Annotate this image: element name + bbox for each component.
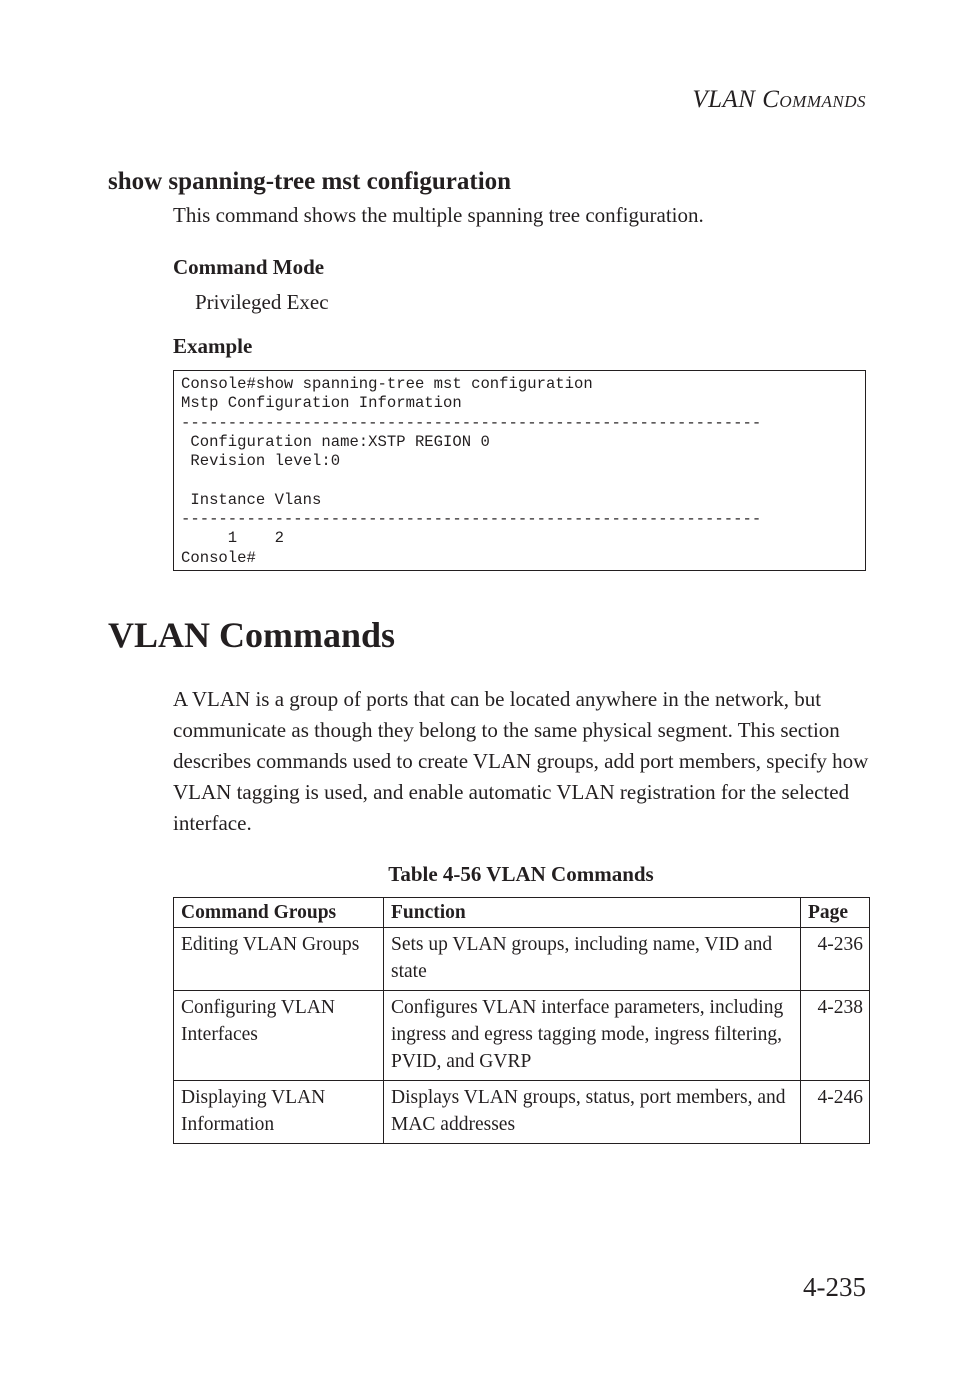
vlan-commands-table <box>173 897 870 1144</box>
header-page: Page <box>801 898 870 928</box>
example-label: Example <box>173 334 253 358</box>
command-description: This command shows the multiple spanning tree configuration. <box>173 203 704 227</box>
example-code: Console#show spanning-tree mst configuration Mstp Configuration Information -------------------------------------------------------------- Configuration name:XSTP REGION 0 Revision level:0 Instance Vlans -------------------------------------------------------------- 1 2 Console# <box>181 375 762 567</box>
cell-function: Displays VLAN groups, status, port members, and MAC addresses <box>384 1081 801 1144</box>
cell-command-group: Editing VLAN Groups <box>174 928 384 991</box>
table-caption: Table 4-56 VLAN Commands <box>388 862 654 886</box>
cell-page: 4-246 <box>801 1081 870 1144</box>
running-header-smallcaps: OMMANDS <box>779 92 866 111</box>
command-mode-value: Privileged Exec <box>195 290 329 314</box>
header-command-groups: Command Groups <box>174 898 384 928</box>
page-number: 4-235 <box>803 1272 866 1302</box>
cell-command-group: Displaying VLAN Information <box>174 1081 384 1144</box>
cell-command-group: Configuring VLAN Interfaces <box>174 991 384 1081</box>
table-row <box>174 991 870 1081</box>
command-title: show spanning-tree mst configuration <box>108 168 512 195</box>
example-code-box <box>173 370 866 571</box>
table-header-row <box>174 898 870 928</box>
running-header <box>692 86 866 114</box>
cell-page: 4-238 <box>801 991 870 1081</box>
table-row <box>174 1081 870 1144</box>
vlan-intro-paragraph: A VLAN is a group of ports that can be located anywhere in the network, but communicate as though they belong to the same physical segment. This section describes commands used to create VLAN groups, add port members, specify how VLAN tagging is used, and enable automatic VLAN registration for the selected interface. <box>173 687 869 835</box>
command-mode-label: Command Mode <box>173 255 325 279</box>
running-header-main: VLAN C <box>692 86 780 113</box>
cell-function: Configures VLAN interface parameters, including ingress and egress tagging mode, ingress filtering, PVID, and GVRP <box>384 991 801 1081</box>
header-function: Function <box>384 898 801 928</box>
table-row <box>174 928 870 991</box>
cell-function: Sets up VLAN groups, including name, VID and state <box>384 928 801 991</box>
cell-page: 4-236 <box>801 928 870 991</box>
vlan-section-title: VLAN Commands <box>108 615 396 655</box>
